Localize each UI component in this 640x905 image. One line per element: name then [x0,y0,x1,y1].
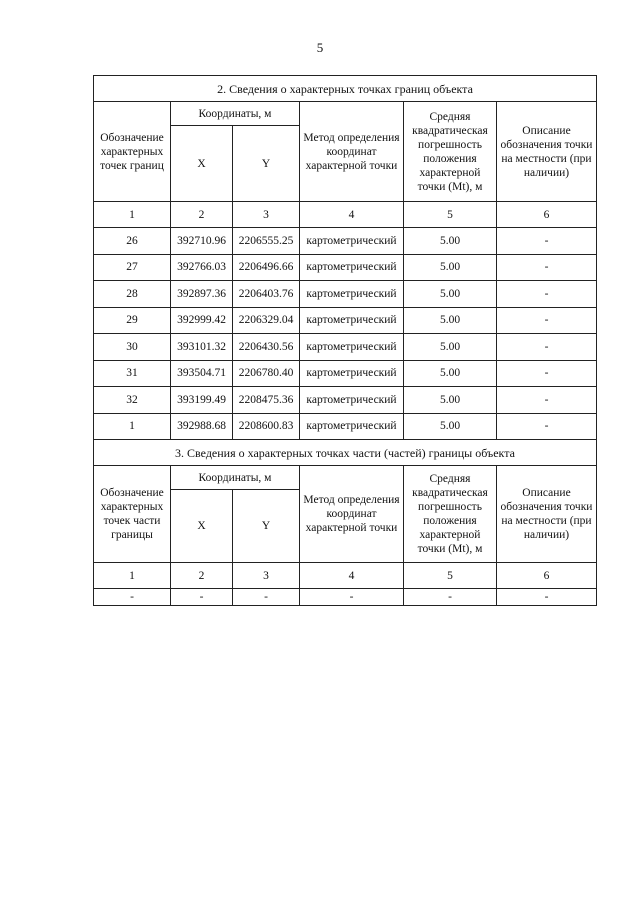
header-method: Метод определения координат характерной точки [300,466,404,563]
table-row [94,589,597,606]
col-number: 1 [94,202,171,228]
page-number: 5 [316,40,324,55]
cell-point: 27 [94,254,171,281]
table-row [94,413,597,440]
cell-method: картометрический [300,228,404,255]
table-row [94,360,597,387]
cell-x: 392710.96 [171,228,233,255]
section-3-title: 3. Сведения о характерных точках части (частей) границы объекта [94,440,597,466]
cell-x: 393504.71 [171,360,233,387]
cell-method: картометрический [300,254,404,281]
col-number: 4 [300,202,404,228]
cell-mt: 5.00 [404,413,497,440]
cell-method: картометрический [300,334,404,361]
cell-y: 2208475.36 [233,387,300,414]
header-x: X [171,490,233,563]
cell-method: картометрический [300,307,404,334]
cell-y: 2206430.56 [233,334,300,361]
cell-x: 392999.42 [171,307,233,334]
cell-method: картометрический [300,360,404,387]
cell-mt: - [404,589,497,606]
header-designation: Обозначение характерных точек части границы [94,466,171,563]
cell-mt: 5.00 [404,307,497,334]
cell-y: - [233,589,300,606]
cell-method: картометрический [300,387,404,414]
cell-x: - [171,589,233,606]
cell-point: 32 [94,387,171,414]
table-row [94,228,597,255]
header-description: Описание обозначения точки на местности (при наличии) [497,466,597,563]
cell-mt: 5.00 [404,387,497,414]
cell-point: 29 [94,307,171,334]
cell-desc: - [497,307,597,334]
cell-y: 2208600.83 [233,413,300,440]
cell-desc: - [497,254,597,281]
cell-desc: - [497,589,597,606]
header-designation: Обозначение характерных точек границ [94,102,171,202]
cell-desc: - [497,413,597,440]
cell-method: картометрический [300,281,404,308]
col-number: 2 [171,202,233,228]
cell-mt: 5.00 [404,254,497,281]
col-number: 4 [300,563,404,589]
cell-mt: 5.00 [404,334,497,361]
cell-y: 2206496.66 [233,254,300,281]
table-row [94,281,597,308]
cell-method: - [300,589,404,606]
header-coordinates: Координаты, м [171,466,300,490]
cell-method: картометрический [300,413,404,440]
cell-x: 393199.49 [171,387,233,414]
cell-point: 30 [94,334,171,361]
col-number: 6 [497,202,597,228]
cell-x: 393101.32 [171,334,233,361]
col-number: 6 [497,563,597,589]
cell-mt: 5.00 [404,360,497,387]
col-number: 3 [233,563,300,589]
table-row [94,334,597,361]
col-number: 5 [404,202,497,228]
cell-y: 2206329.04 [233,307,300,334]
col-number: 5 [404,563,497,589]
col-number: 1 [94,563,171,589]
boundary-points-table [93,75,597,606]
cell-point: 31 [94,360,171,387]
cell-point: 26 [94,228,171,255]
cell-point: 1 [94,413,171,440]
cell-desc: - [497,281,597,308]
col-number: 2 [171,563,233,589]
header-description: Описание обозначения точки на местности (при наличии) [497,102,597,202]
cell-mt: 5.00 [404,228,497,255]
cell-point: - [94,589,171,606]
cell-x: 392766.03 [171,254,233,281]
cell-desc: - [497,360,597,387]
cell-desc: - [497,228,597,255]
cell-y: 2206555.25 [233,228,300,255]
header-y: Y [233,490,300,563]
header-error: Средняя квадратическая погрешность положения характерной точки (Mt), м [404,466,497,563]
header-coordinates: Координаты, м [171,102,300,126]
table-row [94,387,597,414]
col-number: 3 [233,202,300,228]
cell-y: 2206403.76 [233,281,300,308]
table-row [94,254,597,281]
cell-x: 392897.36 [171,281,233,308]
cell-x: 392988.68 [171,413,233,440]
section-2-title: 2. Сведения о характерных точках границ объекта [94,76,597,102]
cell-desc: - [497,387,597,414]
cell-point: 28 [94,281,171,308]
header-method: Метод определения координат характерной точки [300,102,404,202]
table-row [94,307,597,334]
header-error: Средняя квадратическая погрешность положения характерной точки (Mt), м [404,102,497,202]
cell-y: 2206780.40 [233,360,300,387]
cell-desc: - [497,334,597,361]
cell-mt: 5.00 [404,281,497,308]
header-y: Y [233,126,300,202]
header-x: X [171,126,233,202]
